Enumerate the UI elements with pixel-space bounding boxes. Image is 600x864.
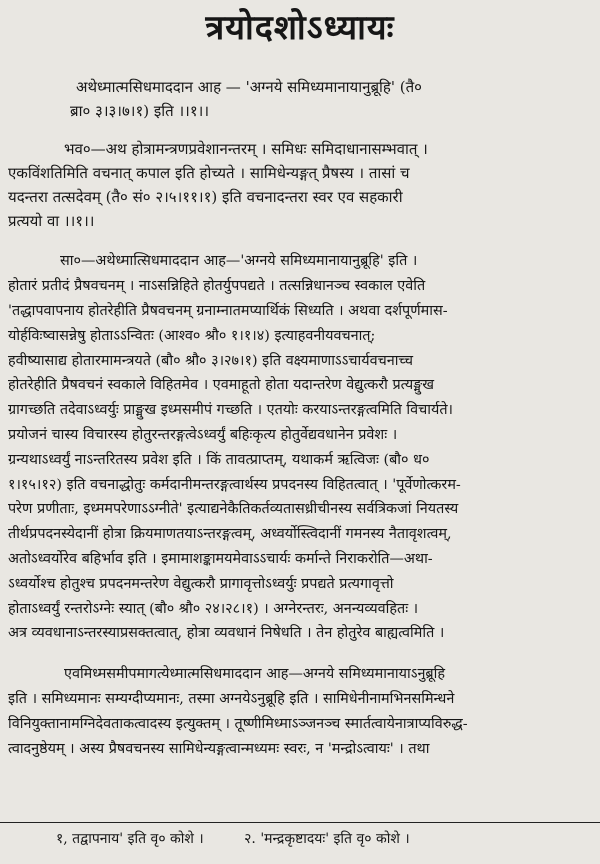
sayana-commentary — [8, 249, 592, 646]
commentary-line: होतारं प्रतीदं प्रैषवचनम् । नाऽसन्निहिते होतर्युपपद्यते । तत्सन्निधानञ्च स्वकाल एवेति — [8, 278, 426, 295]
footnote-2: २. 'मन्द्रकृष्टादयः' इति वृ० कोशे । — [244, 831, 410, 847]
closing-commentary — [8, 662, 592, 761]
commentary-line: तीर्थप्रपदनस्येदानीं होत्रा क्रियमाणतयाऽन्तरङ्गत्वम्, अध्वर्योस्त्विदानीं गमनस्य नैतावृशत्वम्, — [8, 526, 452, 543]
commentary-line: ऽध्वर्योश्च होतुश्च प्रपदनमन्तरेण वेद्युत्करौ प्रागावृत्तोऽध्वर्युः प्रपद्यते प्रत्यगावृत्तो — [8, 575, 394, 592]
closing-line: विनियुक्तानामग्निदेवताकत्वादस्य इत्युक्तम् । तूष्णीमिध्माऽञ्जनञ्च स्मार्तत्वायेनात्राप्यविरुद्ध- — [8, 715, 468, 732]
commentary-line: अत्र व्यवधानाऽन्तरस्याप्रसक्तत्वात्, होत्रा व्यवधानं निषेधति । तेन होतुरेव बाह्यत्वमिति । — [8, 625, 445, 642]
commentary-line: १।१५।१२) इति वचनाद्धोतुः कर्मदानीमन्तरङ्गत्वार्थस्य प्रपदनस्य विहितत्वात् । 'पूर्वेणोत्करम- — [8, 476, 461, 493]
commentary-line: होताऽध्वर्युं रन्तरोऽग्नेः स्यात् (बौ० श्रौ० २४।२८।१) । अग्नेरन्तरः, अनन्यव्यवहितः । — [8, 600, 419, 617]
bhava-line: एकविंशतिमिति वचनात् कपाल इति होच्यते । सामिधेन्यङ्गत् प्रैषस्य । तासां च — [8, 164, 410, 183]
commentary-line: ग्रागच्छति तदेवाऽध्वर्युः प्राङ्मुख इध्मसमीपं गच्छति । एतयोः करयाऽन्तरङ्गत्वमिति विचार्यते। — [8, 402, 453, 419]
commentary-line: हवीष्यासाद्य होतारमामन्त्रयते (बौ० श्रौ० ३।२७।१) इति वक्ष्यमाणाऽऽचार्यवचनाच्च — [8, 352, 413, 369]
footnote-1: १, तद्वापनाय' इति वृ० कोशे । — [56, 831, 204, 847]
commentary-line: अतोऽध्वर्योरेव बहिर्भाव इति । इमामाशङ्कामयमेवाऽऽचार्यः कर्मान्ते निराकरोति—अथा- — [8, 550, 433, 567]
commentary-line: योर्हविःष्वासन्नेषु होताऽऽन्वितः (आश्व० श्रौ० १।१।४) इत्याहवनीयवचनात्; — [8, 327, 376, 344]
bhava-commentary — [8, 137, 592, 233]
verse-line: अथेध्मात्मसिधमाददान आह — 'अग्नये समिध्यमानायानुब्रूहि' (तै० — [76, 78, 422, 97]
closing-line: इति । समिध्यमानः सम्यग्दीप्यमानः, तस्मा अग्नयेऽनुब्रूहि इति । सामिधेनीनामभिनसमिन्धने — [8, 690, 455, 707]
closing-line: एवमिध्मसमीपमागत्येध्मात्मसिधमाददान आह—अग्नये समिध्यमानायाऽनुब्रूहि — [64, 666, 446, 683]
chapter-title: त्रयोदशोऽध्यायः — [205, 8, 395, 48]
bhava-line: भव०—अथ होत्रामन्त्रणप्रवेशानन्तरम् । समिधः समिदाधानासम्भवात् । — [64, 140, 428, 159]
commentary-line: प्रयोजनं चास्य विचारस्य होतुरन्तरङ्गत्वेऽध्वर्युं बहिःकृत्य होतुर्वेद्यवधानेन प्रवेशः । — [8, 426, 398, 443]
commentary-line: ग्रन्यथाऽध्वर्युं नाऽन्तरितस्य प्रवेश इति । किं तावत्प्राप्तम्, यथाकर्म ऋत्विजः (बौ० ध० — [8, 451, 430, 468]
verse-line: ब्रा० ३।३।७।१) इति ।।१।। — [70, 102, 210, 121]
commentary-line: सा०—अथेध्मात्सिधमाददान आह—'अग्नये समिध्यमानायानुब्रूहि' इति । — [60, 253, 418, 270]
verse-text — [8, 75, 592, 123]
commentary-line: 'तद्धापवापनाय होतरेहीति प्रैषवचनम् ग्रनाम्नातमप्यार्थिकं सिध्यति । अथवा दर्शपूर्णमास- — [8, 302, 448, 319]
footnote-divider — [0, 822, 600, 823]
commentary-line: परेण प्रणीताः, इध्ममपरेणाऽऽग्नीते' इत्याद्यनेकैतिकर्तव्यतासध्रीचीनस्य सर्वत्रिकजां नियतस्य — [8, 501, 459, 518]
bhava-line: यदन्तरा तत्सदेवम् (तै० सं० २।५।११।१) इति वचनादन्तरा स्वर एव सहकारी — [8, 188, 403, 207]
bhava-line: प्रत्ययो वा ।।१।। — [8, 212, 95, 231]
commentary-line: होतरेहीति प्रैषवचनं स्वकाले विहितमेव । एवमाहूतो होता यदान्तरेण वेद्युत्करौ प्रत्यङ्मुख — [8, 377, 435, 394]
footnotes — [56, 829, 592, 848]
closing-line: त्वादनुष्ठेयम् । अस्य प्रैषवचनस्य सामिधेन्यङ्गत्वान्मध्यमः स्वरः, न 'मन्द्रोऽत्वायः' । तथा — [8, 740, 430, 757]
